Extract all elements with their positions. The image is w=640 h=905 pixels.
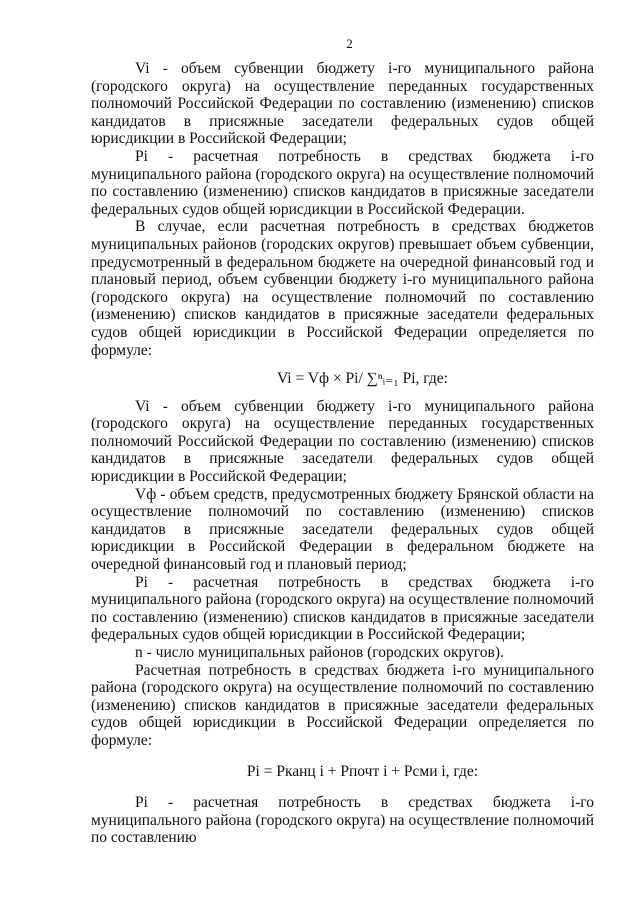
paragraph-pi-definition-3: Pi - расчетная потребность в средствах бюджета i-го муниципального района (городского округа) на осуществление полномочий по составлению — [91, 794, 594, 847]
formula-need: Pi = Pканц i + Pпочт i + Pсми i, где: — [246, 762, 479, 780]
paragraph-pi-definition: Pi - расчетная потребность в средствах бюджета i-го муниципального района (городского округа) на осуществление полномочий по составлению (изменению) списков кандидатов в присяжные заседатели федеральных судов общей юрисдикции в Российской Федерации. — [91, 147, 594, 218]
paragraph-n-definition: n - число муниципальных районов (городских округов). — [135, 644, 504, 661]
formula-subvention: Vi = Vф × Pi/ ∑ⁿᵢ₌₁ Pi, где: — [277, 370, 448, 388]
paragraph-pi-definition-2: Pi - расчетная потребность в средствах бюджета i-го муниципального района (городского округа) на осуществление полномочий по составлению (изменению) списков кандидатов в присяжные заседатели федеральных судов общей юрисдикции в Российской Федерации; — [91, 573, 594, 644]
paragraph-excess-case: В случае, если расчетная потребность в средствах бюджетов муниципальных районов (городских округов) превышает объем субвенции, предусмотренный в федеральном бюджете на очередной финансовый год и плановый период, объем субвенции бюджету i-го муниципального района (городского округа) на осуществление полномочий по составлению (изменению) списков кандидатов в присяжные заседатели федеральных судов общей юрисдикции в Российской Федерации определяется по формуле: — [91, 218, 594, 359]
paragraph-vf-definition: Vф - объем средств, предусмотренных бюджету Брянской области на осуществление полномочий по составлению (изменению) списков кандидатов в присяжные заседатели федеральных судов общей юрисдикции в Российской Федерации в федеральном бюджете на очередной финансовый год и плановый период; — [91, 485, 594, 574]
page-number: 2 — [346, 36, 353, 51]
paragraph-vi-definition: Vi - объем субвенции бюджету i-го муниципального района (городского округа) на осуществление переданных государственных полномочий Российской Федерации по составлению (изменению) списков кандидатов в присяжные заседатели федеральных судов общей юрисдикции в Российской Федерации; — [91, 60, 594, 148]
paragraph-need-calculation: Расчетная потребность в средствах бюджета i-го муниципального района (городского округа) на осуществление полномочий по составлению (изменению) списков кандидатов в присяжные заседатели федеральных судов общей юрисдикции в Российской Федерации определяется по формуле: — [91, 661, 594, 749]
paragraph-vi-definition-2: Vi - объем субвенции бюджету i-го муниципального района (городского округа) на осуществление переданных государственных полномочий Российской Федерации по составлению (изменению) списков кандидатов в присяжные заседатели федеральных судов общей юрисдикции в Российской Федерации; — [91, 397, 594, 486]
